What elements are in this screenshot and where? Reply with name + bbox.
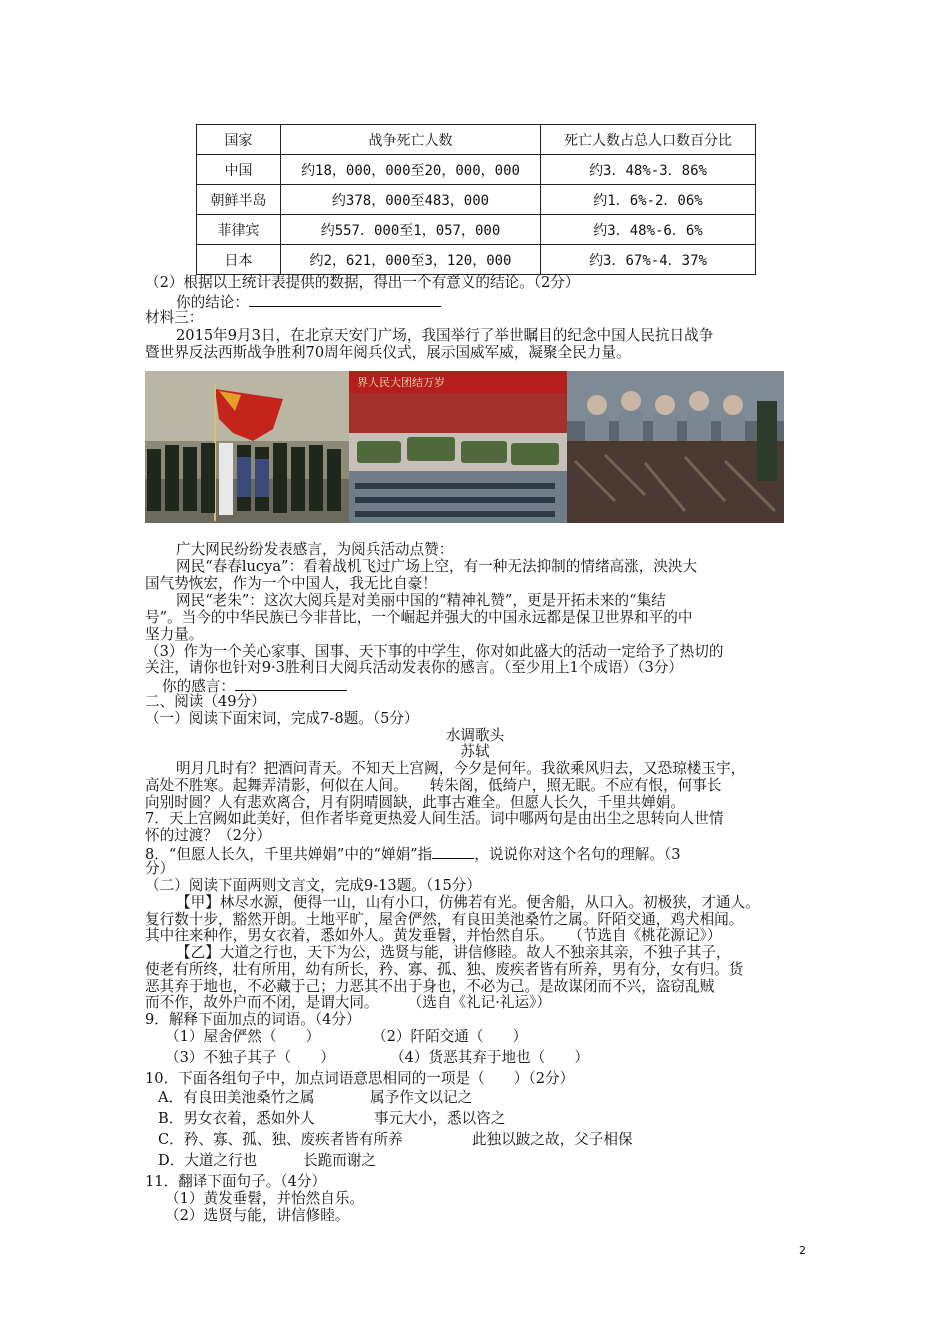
question-2-answer[interactable] (176, 292, 441, 312)
option-a-right: 属予作文以记之 (370, 1089, 473, 1106)
question-8-text: 8．“但愿人长久，千里共婵娟”中的“婵娟”指 (145, 846, 433, 863)
parade-photo-strip (145, 371, 784, 523)
passage-yi-line: 【乙】大道之行也，天下为公，选贤与能，讲信修睦。故人不独亲其亲，不独子其子， (176, 944, 731, 961)
passage-yi-line: 恶其弃于地也，不必藏于己；力恶其不出于身也，不必为己。是故谋闭而不兴，盗窃乱贼 (145, 978, 715, 995)
soldiers-marching-photo (145, 371, 349, 523)
question-11-item: （2）选贤与能，讲信修睦。 (165, 1207, 350, 1224)
table-cell: 中国 (197, 155, 281, 185)
option-b-right: 事元大小，悉以咨之 (374, 1110, 506, 1127)
part-1-heading: （一）阅读下面宋词，完成7-8题。（5分） (145, 710, 419, 727)
table-header-cell: 战争死亡人数 (281, 125, 541, 155)
poem-author: 苏轼 (460, 743, 490, 760)
poem-line: 明月几时有？把酒问青天。不知天上宫阙，今夕是何年。我欲乘风归去，又恐琼楼玉宇， (176, 760, 746, 777)
war-casualty-table (196, 124, 756, 275)
question-10: 10．下面各组句子中，加点词语意思相同的一项是（ ）（2分） (145, 1070, 575, 1087)
netizen-comment-line: 网民“老朱”：这次大阅兵是对美丽中国的“精神礼赞”，更是开拓未来的“集结 (176, 592, 666, 609)
question-7-line: 7．天上宫阙如此美好，但作者毕竟更热爱人间生活。词中哪两句是由出尘之思转向人世情 (145, 810, 724, 827)
table-row (197, 155, 756, 185)
option-b-left: B．男女衣着，悉如外人 (158, 1110, 315, 1127)
question-3-line: （3）作为一个关心家事、国事、天下事的中学生，你对如此盛大的活动一定给予了热切的 (145, 643, 724, 660)
poem-line: 高处不胜寒。起舞弄清影，何似在人间。 转朱阁，低绮户，照无眠。不应有恨，何事长 (145, 777, 722, 794)
question-8-text: ，说说你对这个名句的理解。（3 (474, 846, 681, 863)
netizen-intro: 广大网民纷纷发表感言，为阅兵活动点赞： (176, 541, 454, 558)
table-cell: 菲律宾 (197, 215, 281, 245)
question-11: 11．翻译下面句子。（4分） (145, 1173, 327, 1190)
part-2-heading: （二）阅读下面两则文言文，完成9-13题。（15分） (145, 877, 481, 894)
page-number: 2 (799, 1244, 806, 1257)
table-header-row (197, 125, 756, 155)
table-cell: 约378，000至483，000 (281, 185, 541, 215)
table-cell: 朝鲜半岛 (197, 185, 281, 215)
question-9-item: （2）阡陌交通（ ） (372, 1028, 528, 1045)
poem-title: 水调歌头 (445, 727, 505, 744)
table-row (197, 185, 756, 215)
table-cell: 约3．48%-3．86% (541, 155, 756, 185)
question-9-item: （4）货恶其弃于地也（ ） (390, 1049, 590, 1066)
table-header-cell: 死亡人数占总人口数百分比 (541, 125, 756, 155)
material-3-heading: 材料三： (145, 309, 204, 326)
question-3-line: 关注，请你也针对9·3胜利日大阅兵活动发表你的感言。（至少用上1个成语）（3分） (145, 659, 683, 676)
table-cell: 约18，000，000至20，000，000 (281, 155, 541, 185)
question-9-item: （1）屋舍俨然（ ） (165, 1028, 321, 1045)
table-row (197, 215, 756, 245)
table-cell: 约3．48%-6．6% (541, 215, 756, 245)
paragraph-line: 2015年9月3日，在北京天安门广场，我国举行了举世瞩目的纪念中国人民抗日战争 (176, 327, 714, 344)
answer-blank[interactable] (249, 292, 441, 307)
table-row (197, 245, 756, 275)
question-8-line (145, 844, 681, 864)
passage-yi-line: 使老有所终，壮有所用，幼有所长，矜、寡、孤、独、废疾者皆有所养，男有分，女有归。货 (145, 961, 744, 978)
question-2-prompt: （2）根据以上统计表提供的数据，得出一个有意义的结论。（2分） (145, 274, 580, 291)
section-2-title: 二、阅读（49分） (145, 693, 266, 710)
option-c-right: 此独以跛之故，父子相保 (472, 1131, 633, 1148)
question-9-item: （3）不独子其子（ ） (165, 1049, 335, 1066)
table-cell: 约1．6%-2．06% (541, 185, 756, 215)
answer-blank[interactable] (432, 844, 474, 859)
option-d-left: D．大道之行也 (158, 1152, 258, 1169)
option-c-left: C．矜、寡、孤、独、废疾者皆有所养 (158, 1131, 403, 1148)
netizen-comment-line: 国气势恢宏，作为一个中国人，我无比自豪！ (145, 575, 437, 592)
question-9: 9．解释下面加点的词语。（4分） (145, 1011, 361, 1028)
table-cell: 日本 (197, 245, 281, 275)
question-7-line: 怀的过渡？（2分） (145, 827, 272, 844)
table-cell: 约3．67%-4．37% (541, 245, 756, 275)
passage-yi-line: 而不作，故外户而不闭，是谓大同。 （选自《礼记·礼运》） (145, 994, 551, 1011)
netizen-comment-line: 坚力量。 (145, 626, 204, 643)
passage-jia-line: 【甲】林尽水源，便得一山，山有小口，仿佛若有光。便舍船，从口入。初极狭，才通人。 (176, 894, 760, 911)
paragraph-line: 暨世界反法西斯战争胜利70周年阅兵仪式，展示国威军威，凝聚全民力量。 (145, 344, 631, 361)
table-header-cell: 国家 (197, 125, 281, 155)
netizen-comment-line: 号”。当今的中华民族已今非昔比，一个崛起并强大的中国永远都是保卫世界和平的中 (145, 609, 693, 626)
option-d-right: 长跪而谢之 (303, 1152, 376, 1169)
tiananmen-vehicles-photo (349, 371, 567, 523)
question-11-item: （1）黄发垂髫，并怡然自乐。 (165, 1190, 365, 1207)
passage-jia-line: 复行数十步，豁然开朗。土地平旷，屋舍俨然，有良田美池桑竹之属。阡陌交通，鸡犬相闻。 (145, 911, 744, 928)
veterans-waving-photo (567, 371, 784, 523)
option-a-left: A．有良田美池桑竹之属 (158, 1089, 315, 1106)
poem-line: 向别时圆？人有悲欢离合，月有阴晴圆缺，此事古难全。但愿人长久，千里共婵娟。 (145, 794, 685, 811)
question-8-line: 分） (145, 860, 175, 877)
answer-label: 你的感言： (162, 678, 235, 695)
netizen-comment-line: 网民“春春lucya”：看着战机飞过广场上空，有一种无法抑制的情绪高涨，泱泱大 (176, 558, 698, 575)
passage-jia-line: 其中往来种作，男女衣着，悉如外人。黄发垂髫，并怡然自乐。 （节选自《桃花源记》） (145, 927, 722, 944)
table-cell: 约2，621，000至3，120，000 (281, 245, 541, 275)
answer-label: 你的结论： (176, 294, 249, 311)
answer-blank[interactable] (235, 676, 347, 691)
banner-text: 界人民大团结万岁 (357, 376, 445, 389)
table-cell: 约557．000至1，057，000 (281, 215, 541, 245)
